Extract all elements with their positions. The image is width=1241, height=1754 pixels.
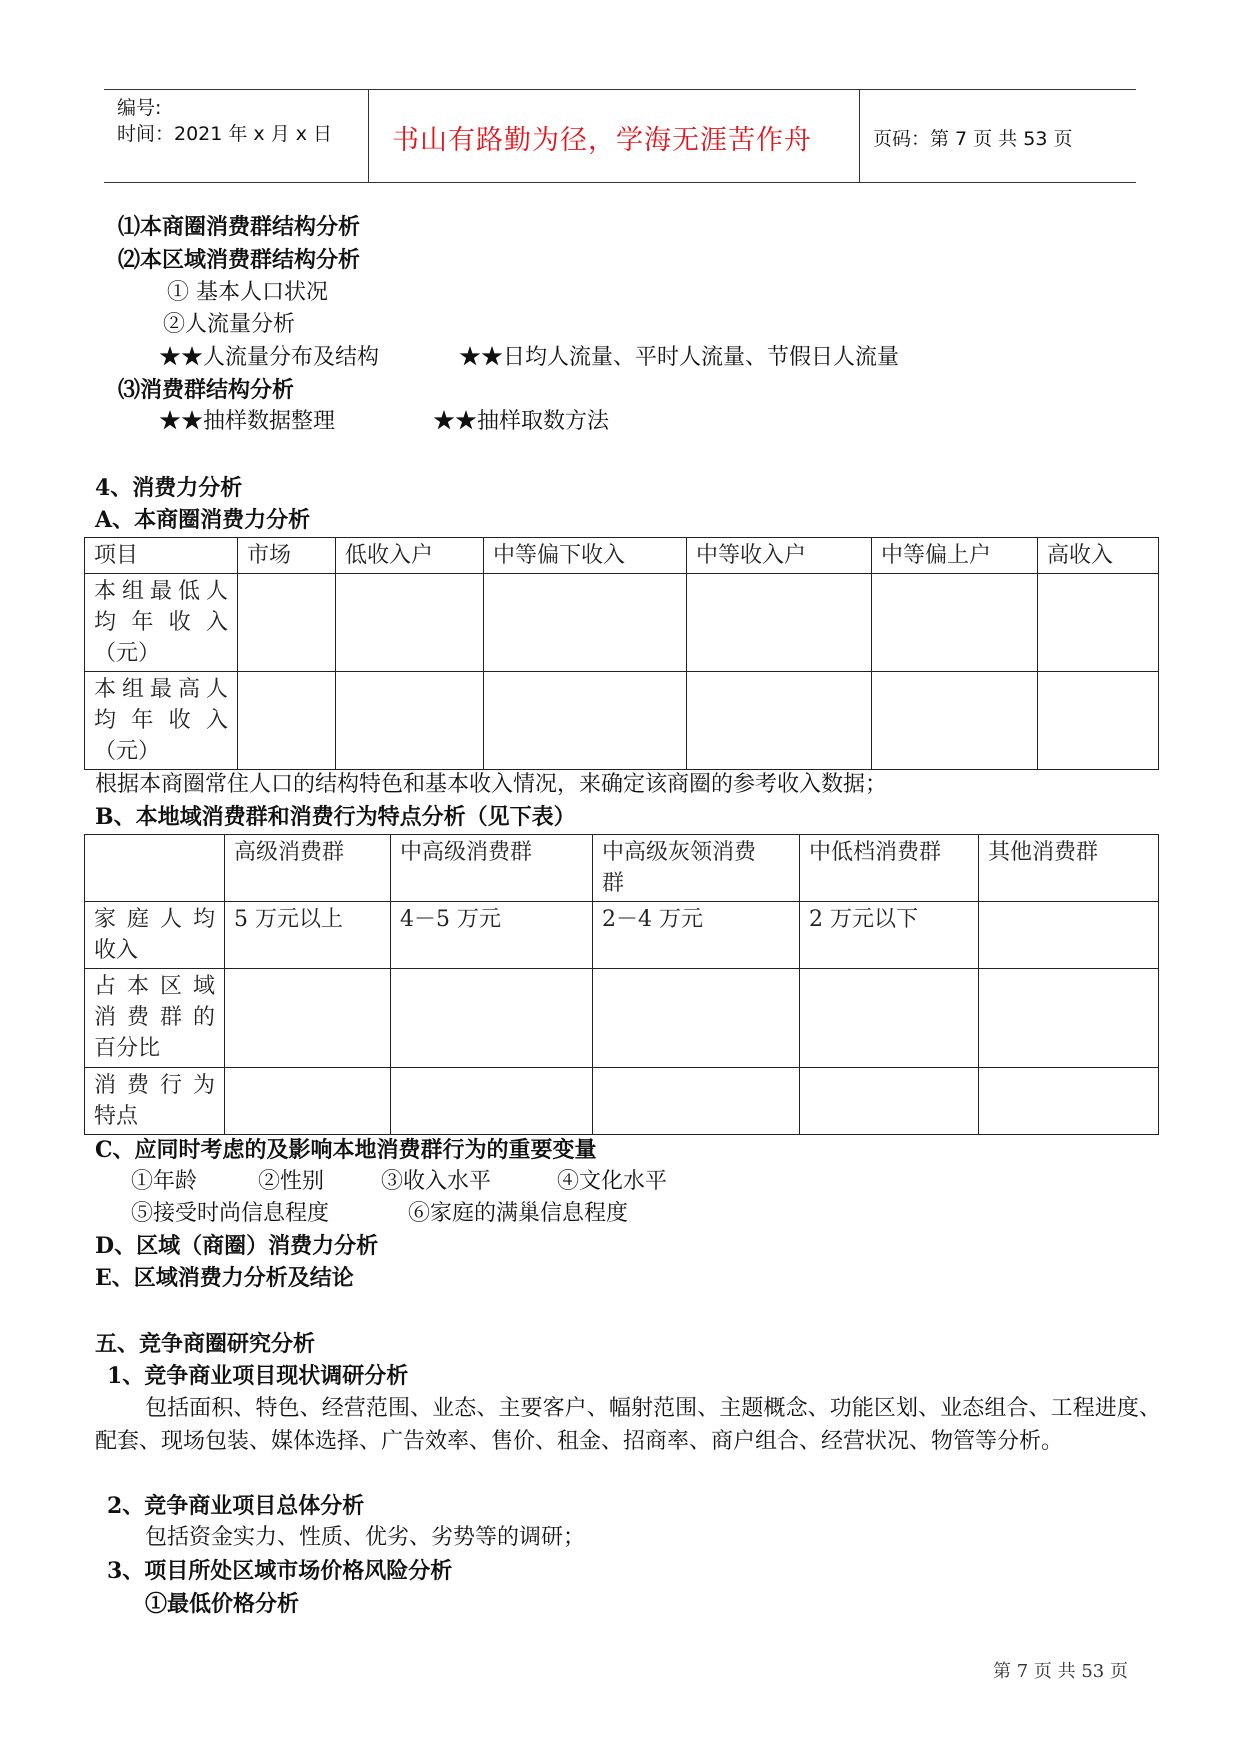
label-line: 收入 (94, 938, 139, 963)
c-item-education: ④文化水平 (557, 1169, 668, 1194)
table-b-row-label (85, 969, 225, 1068)
table-a-row-label (85, 574, 238, 672)
table-cell (800, 1068, 979, 1135)
table-cell (593, 969, 800, 1068)
table-a-header-cell: 中等偏下收入 (484, 538, 687, 574)
table-cell (800, 969, 979, 1068)
table-cell (391, 969, 593, 1068)
table-a-header-cell: 中等偏上户 (872, 538, 1038, 574)
header-page-label: 页码：第 7 页 共 53 页 (873, 128, 1073, 150)
table-a-row-label (85, 672, 238, 770)
sec4-d-title: D、区域（商圈）消费力分析 (95, 1233, 379, 1259)
label-line: 百分比 (94, 1036, 161, 1061)
header-time-label: 时间：2021 年 x 月 x 日 (117, 123, 333, 145)
sec4-b-title: B、本地域消费群和消费行为特点分析（见下表） (95, 804, 576, 830)
sec5-s2-title: 2、竞争商业项目总体分析 (107, 1493, 365, 1519)
table-a-header-cell: 市场 (238, 538, 336, 574)
sec4-a-title: A、本商圈消费力分析 (95, 507, 311, 533)
c-item-gender: ②性别 (258, 1169, 325, 1194)
table-cell (979, 1068, 1159, 1135)
table-cell (979, 969, 1159, 1068)
sec3-line-6: ⑶消费群结构分析 (118, 377, 295, 403)
sec3-line-2: ⑵本区域消费群结构分析 (118, 247, 361, 273)
table-a-header-row (85, 538, 1159, 574)
table-cell (593, 1068, 800, 1135)
table-cell (238, 574, 336, 672)
consumption-table-a (84, 537, 1159, 770)
table-cell (225, 969, 391, 1068)
table-b-header-cell: 中低档消费群 (800, 835, 979, 902)
table-a-row-min (85, 574, 1159, 672)
label-line: 均 年 收 入 (94, 708, 228, 733)
label-line: （元） (94, 641, 161, 666)
sec3-line-5b: ★★日均人流量、平时人流量、节假日人流量 (459, 345, 900, 370)
table-b-header-cell (593, 835, 800, 902)
sec5-s1-title: 1、竞争商业项目现状调研分析 (107, 1363, 409, 1389)
sec5-title: 五、竞争商圈研究分析 (95, 1331, 316, 1357)
sec5-s3-item: ①最低价格分析 (145, 1591, 300, 1617)
table-b-row-income (85, 902, 1159, 969)
label-line: 消 费 群 的 (94, 1005, 215, 1030)
table-cell (225, 1068, 391, 1135)
table-b-row-behavior (85, 1068, 1159, 1135)
sec3-line-1: ⑴本商圈消费群结构分析 (118, 214, 361, 240)
header-motto: 书山有路勤为径，学海无涯苦作舟 (392, 125, 812, 156)
label-line: 消 费 行 为 (94, 1073, 215, 1098)
table-cell (687, 574, 872, 672)
label-line: 特点 (94, 1104, 139, 1129)
label-line: 占 本 区 域 (94, 974, 215, 999)
label-line: 本组最高人 (94, 677, 228, 702)
table-b-row-label (85, 902, 225, 969)
table-cell (391, 1068, 593, 1135)
table-cell: 5 万元以上 (225, 902, 391, 969)
label-line: 本组最低人 (94, 579, 228, 604)
table-cell (687, 672, 872, 770)
table-a-header-cell: 低收入户 (336, 538, 484, 574)
table-a-header-cell: 高收入 (1038, 538, 1159, 574)
table-b-header-cell (85, 835, 225, 902)
header-number-label: 编号: (117, 97, 162, 119)
sec3-line-3: ① 基本人口状况 (167, 280, 328, 305)
table-cell (872, 574, 1038, 672)
table-cell (336, 574, 484, 672)
table-cell (484, 672, 687, 770)
table-a-row-max (85, 672, 1159, 770)
sec4-title: 4、消费力分析 (95, 475, 243, 501)
header-divider-right (859, 90, 860, 182)
c-item-income: ③收入水平 (381, 1169, 492, 1194)
table-cell (1038, 672, 1159, 770)
table-cell (872, 672, 1038, 770)
sec3-line-5a: ★★人流量分布及结构 (159, 345, 380, 370)
table-cell (484, 574, 687, 672)
table-cell (238, 672, 336, 770)
table-b-header-row (85, 835, 1159, 902)
label-line: 均 年 收 入 (94, 610, 228, 635)
table-a-header-cell: 中等收入户 (687, 538, 872, 574)
table-cell: 2 万元以下 (800, 902, 979, 969)
sec4-a-note: 根据本商圈常住人口的结构特色和基本收入情况，来确定该商圈的参考收入数据； (95, 772, 888, 797)
sec3-line-7a: ★★抽样数据整理 (159, 409, 336, 434)
table-cell: 2－4 万元 (593, 902, 800, 969)
label-line: 家 庭 人 均 (94, 907, 215, 932)
header-top-rule (104, 89, 1136, 90)
header-divider-left (368, 90, 369, 182)
c-item-age: ①年龄 (131, 1169, 198, 1194)
sec5-s3-title: 3、项目所处区域市场价格风险分析 (107, 1558, 453, 1584)
table-b-header-cell: 中高级消费群 (391, 835, 593, 902)
table-b-row-label (85, 1068, 225, 1135)
sec3-line-4: ②人流量分析 (163, 312, 296, 337)
sec4-c-title: C、应同时考虑的及影响本地消费群行为的重要变量 (95, 1137, 597, 1163)
sec5-s1-body: 包括面积、特色、经营范围、业态、主要客户、幅射范围、主题概念、功能区划、业态组合、工程进度、配套、现场包装、媒体选择、广告效率、售价、租金、招商率、商户组合、经营状况、物管等分析。 (95, 1396, 1161, 1454)
table-b-row-percent (85, 969, 1159, 1068)
label-line: （元） (94, 739, 161, 764)
header-line: 群 (602, 871, 625, 896)
table-cell (979, 902, 1159, 969)
sec3-line-7b: ★★抽样取数方法 (433, 409, 610, 434)
table-a-header-cell: 项目 (85, 538, 238, 574)
table-cell (336, 672, 484, 770)
header-line: 中高级灰领消费 (602, 840, 757, 865)
table-b-header-cell: 高级消费群 (225, 835, 391, 902)
consumption-table-b (84, 834, 1159, 1135)
sec5-s2-body: 包括资金实力、性质、优劣、劣势等的调研； (145, 1525, 586, 1550)
c-item-fashion: ⑤接受时尚信息程度 (131, 1201, 330, 1226)
sec4-e-title: E、区域消费力分析及结论 (95, 1265, 354, 1291)
table-cell (1038, 574, 1159, 672)
table-cell: 4－5 万元 (391, 902, 593, 969)
footer-page-number: 第 7 页 共 53 页 (993, 1661, 1128, 1682)
table-b-header-cell: 其他消费群 (979, 835, 1159, 902)
header-bottom-rule (104, 182, 1136, 183)
c-item-family: ⑥家庭的满巢信息程度 (408, 1201, 629, 1226)
